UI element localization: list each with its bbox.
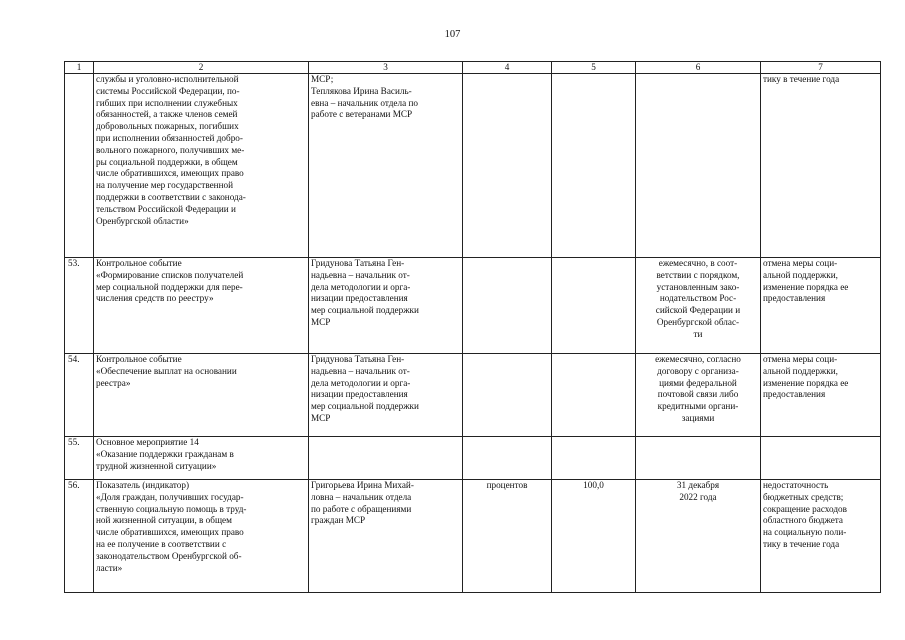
cell-line: МСР xyxy=(311,316,331,327)
cell-line: дела методологии и орга- xyxy=(311,377,411,388)
event-cell xyxy=(94,480,309,593)
cell-line: МСР; xyxy=(311,74,334,84)
cell-line: службы и уголовно-исполнительной xyxy=(96,74,239,84)
cell-line: поддержки в соответствии с законода- xyxy=(96,191,246,202)
cell-line: законодательством Оренбургской об- xyxy=(96,550,242,561)
cell-line: низации предоставления xyxy=(311,293,408,304)
column-header: 6 xyxy=(636,62,761,74)
cell-line: евна – начальник отдела по xyxy=(311,97,418,108)
cell-line: тику в течение года xyxy=(763,74,840,84)
unit-cell: процентов xyxy=(463,480,552,593)
table-row xyxy=(65,480,881,593)
cell-line: договору с организа- xyxy=(657,365,739,376)
cell-line: трудной жизненной ситуации» xyxy=(96,460,217,471)
page-number: 107 xyxy=(444,29,461,40)
deadline-cell xyxy=(636,258,761,354)
value-cell: 100,0 xyxy=(552,480,636,593)
risk-cell xyxy=(761,258,881,354)
risk-cell xyxy=(761,74,881,258)
cell-line: числе обратившихся, имеющих право xyxy=(96,527,244,538)
cell-line: МСР xyxy=(311,412,331,423)
cell-line: добровольных пожарных, погибших xyxy=(96,121,239,132)
table-row xyxy=(65,437,881,480)
cell-line: кредитными органи- xyxy=(657,401,739,412)
cell-line: тельством Российской Федерации и xyxy=(96,203,236,214)
cell-line: Теплякова Ирина Василь- xyxy=(311,85,412,96)
value-cell xyxy=(552,354,636,437)
cell-line: «Оказание поддержки гражданам в xyxy=(96,448,234,459)
deadline-cell xyxy=(636,354,761,437)
responsible-cell xyxy=(309,437,463,480)
cell-line: работе с ветеранами МСР xyxy=(311,109,413,120)
responsible-cell xyxy=(309,74,463,258)
row-number-cell: 54. xyxy=(65,354,94,437)
table-row xyxy=(65,354,881,437)
cell-line: ры социальной поддержки, в общем xyxy=(96,156,238,167)
cell-line: бюджетных средств; xyxy=(763,491,844,502)
cell-line: ти xyxy=(693,328,703,339)
deadline-cell xyxy=(636,74,761,258)
cell-line: областного бюджета xyxy=(763,515,843,526)
cell-line: обязанностей, а также членов семей xyxy=(96,109,238,120)
cell-line: отмена меры соци- xyxy=(763,354,838,364)
cell-line: предоставления xyxy=(763,389,826,400)
row-number-cell: 56. xyxy=(65,480,94,593)
responsible-cell xyxy=(309,480,463,593)
cell-line: тику в течение года xyxy=(763,538,840,549)
cell-line: при исполнении обязанностей добро- xyxy=(96,132,243,143)
unit-cell xyxy=(463,354,552,437)
cell-line: по работе с обращениями xyxy=(311,503,412,514)
value-cell xyxy=(552,437,636,480)
cell-line: ственную социальную помощь в труд- xyxy=(96,503,247,514)
responsible-cell xyxy=(309,258,463,354)
unit-cell xyxy=(463,258,552,354)
cell-line: установленным зако- xyxy=(656,281,740,292)
cell-line: альной поддержки, xyxy=(763,365,838,376)
program-table xyxy=(64,61,881,593)
event-cell xyxy=(94,437,309,480)
cell-line: Гридунова Татьяна Ген- xyxy=(311,258,405,268)
column-header: 5 xyxy=(552,62,636,74)
cell-line: мер социальной поддержки xyxy=(311,305,419,316)
row-number-cell xyxy=(65,74,94,258)
cell-line: Оренбургской области» xyxy=(96,215,189,226)
value-cell xyxy=(552,258,636,354)
cell-line: ежемесячно, в соот- xyxy=(658,258,738,268)
risk-cell xyxy=(761,480,881,593)
cell-line: Основное мероприятие 14 xyxy=(96,437,199,447)
cell-line: изменение порядка ее xyxy=(763,281,849,292)
cell-line: изменение порядка ее xyxy=(763,377,849,388)
column-header: 2 xyxy=(94,62,309,74)
unit-cell xyxy=(463,74,552,258)
cell-line: числе обратившихся, имеющих право xyxy=(96,168,244,179)
cell-line: низации предоставления xyxy=(311,389,408,400)
risk-cell xyxy=(761,354,881,437)
event-cell xyxy=(94,74,309,258)
cell-line: Оренбургской облас- xyxy=(656,316,740,327)
column-header: 7 xyxy=(761,62,881,74)
cell-line: ветствии с порядком, xyxy=(656,269,740,280)
cell-line: сийской Федерации и xyxy=(655,305,741,316)
row-number-cell: 53. xyxy=(65,258,94,354)
cell-line: реестра» xyxy=(96,377,131,388)
table-row xyxy=(65,258,881,354)
responsible-cell xyxy=(309,354,463,437)
cell-line: надьевна – начальник от- xyxy=(311,365,410,376)
cell-line: «Обеспечение выплат на основании xyxy=(96,365,237,376)
cell-line: ной жизненной ситуации, в общем xyxy=(96,515,232,526)
cell-line: Показатель (индикатор) xyxy=(96,480,190,490)
unit-cell xyxy=(463,437,552,480)
cell-line: нодательством Рос- xyxy=(659,293,737,304)
cell-line: на получение мер государственной xyxy=(96,180,234,191)
cell-line: Григорьева Ирина Михай- xyxy=(311,480,414,490)
value-cell xyxy=(552,74,636,258)
cell-line: гибших при исполнении служебных xyxy=(96,97,238,108)
cell-line: ловна – начальник отдела xyxy=(311,491,412,502)
cell-line: предоставления xyxy=(763,293,826,304)
cell-line: на ее получение в соответствии с xyxy=(96,538,227,549)
cell-line: циями федеральной xyxy=(659,377,737,388)
cell-line: Контрольное событие xyxy=(96,354,182,364)
cell-line: вольного пожарного, получивших ме- xyxy=(96,144,245,155)
deadline-cell xyxy=(636,437,761,480)
cell-line: надьевна – начальник от- xyxy=(311,269,410,280)
header-row xyxy=(65,62,881,74)
event-cell xyxy=(94,258,309,354)
cell-line: мер социальной поддержки для пере- xyxy=(96,281,243,292)
cell-line: на социальную поли- xyxy=(763,527,847,538)
cell-line: дела методологии и орга- xyxy=(311,281,411,292)
event-cell xyxy=(94,354,309,437)
column-header: 3 xyxy=(309,62,463,74)
cell-line: граждан МСР xyxy=(311,515,366,526)
cell-line: числения средств по реестру» xyxy=(96,293,214,304)
cell-line: зациями xyxy=(681,412,715,423)
cell-line: недостаточность xyxy=(763,480,829,490)
cell-line: Гридунова Татьяна Ген- xyxy=(311,354,405,364)
cell-line: альной поддержки, xyxy=(763,269,838,280)
cell-line: мер социальной поддержки xyxy=(311,401,419,412)
cell-line: отмена меры соци- xyxy=(763,258,838,268)
cell-line: почтовой связи либо xyxy=(657,389,739,400)
cell-line: 31 декабря xyxy=(676,480,720,490)
cell-line: ласти» xyxy=(96,562,123,573)
risk-cell xyxy=(761,437,881,480)
cell-line: 2022 года xyxy=(679,491,717,502)
cell-line: сокращение расходов xyxy=(763,503,847,514)
cell-line: Контрольное событие xyxy=(96,258,182,268)
column-header: 4 xyxy=(463,62,552,74)
cell-line: «Формирование списков получателей xyxy=(96,269,244,280)
cell-line: ежемесячно, согласно xyxy=(655,354,741,364)
table-row xyxy=(65,74,881,258)
column-header: 1 xyxy=(65,62,94,74)
row-number-cell: 55. xyxy=(65,437,94,480)
deadline-cell xyxy=(636,480,761,593)
cell-line: «Доля граждан, получивших государ- xyxy=(96,491,244,502)
cell-line: системы Российской Федерации, по- xyxy=(96,85,240,96)
